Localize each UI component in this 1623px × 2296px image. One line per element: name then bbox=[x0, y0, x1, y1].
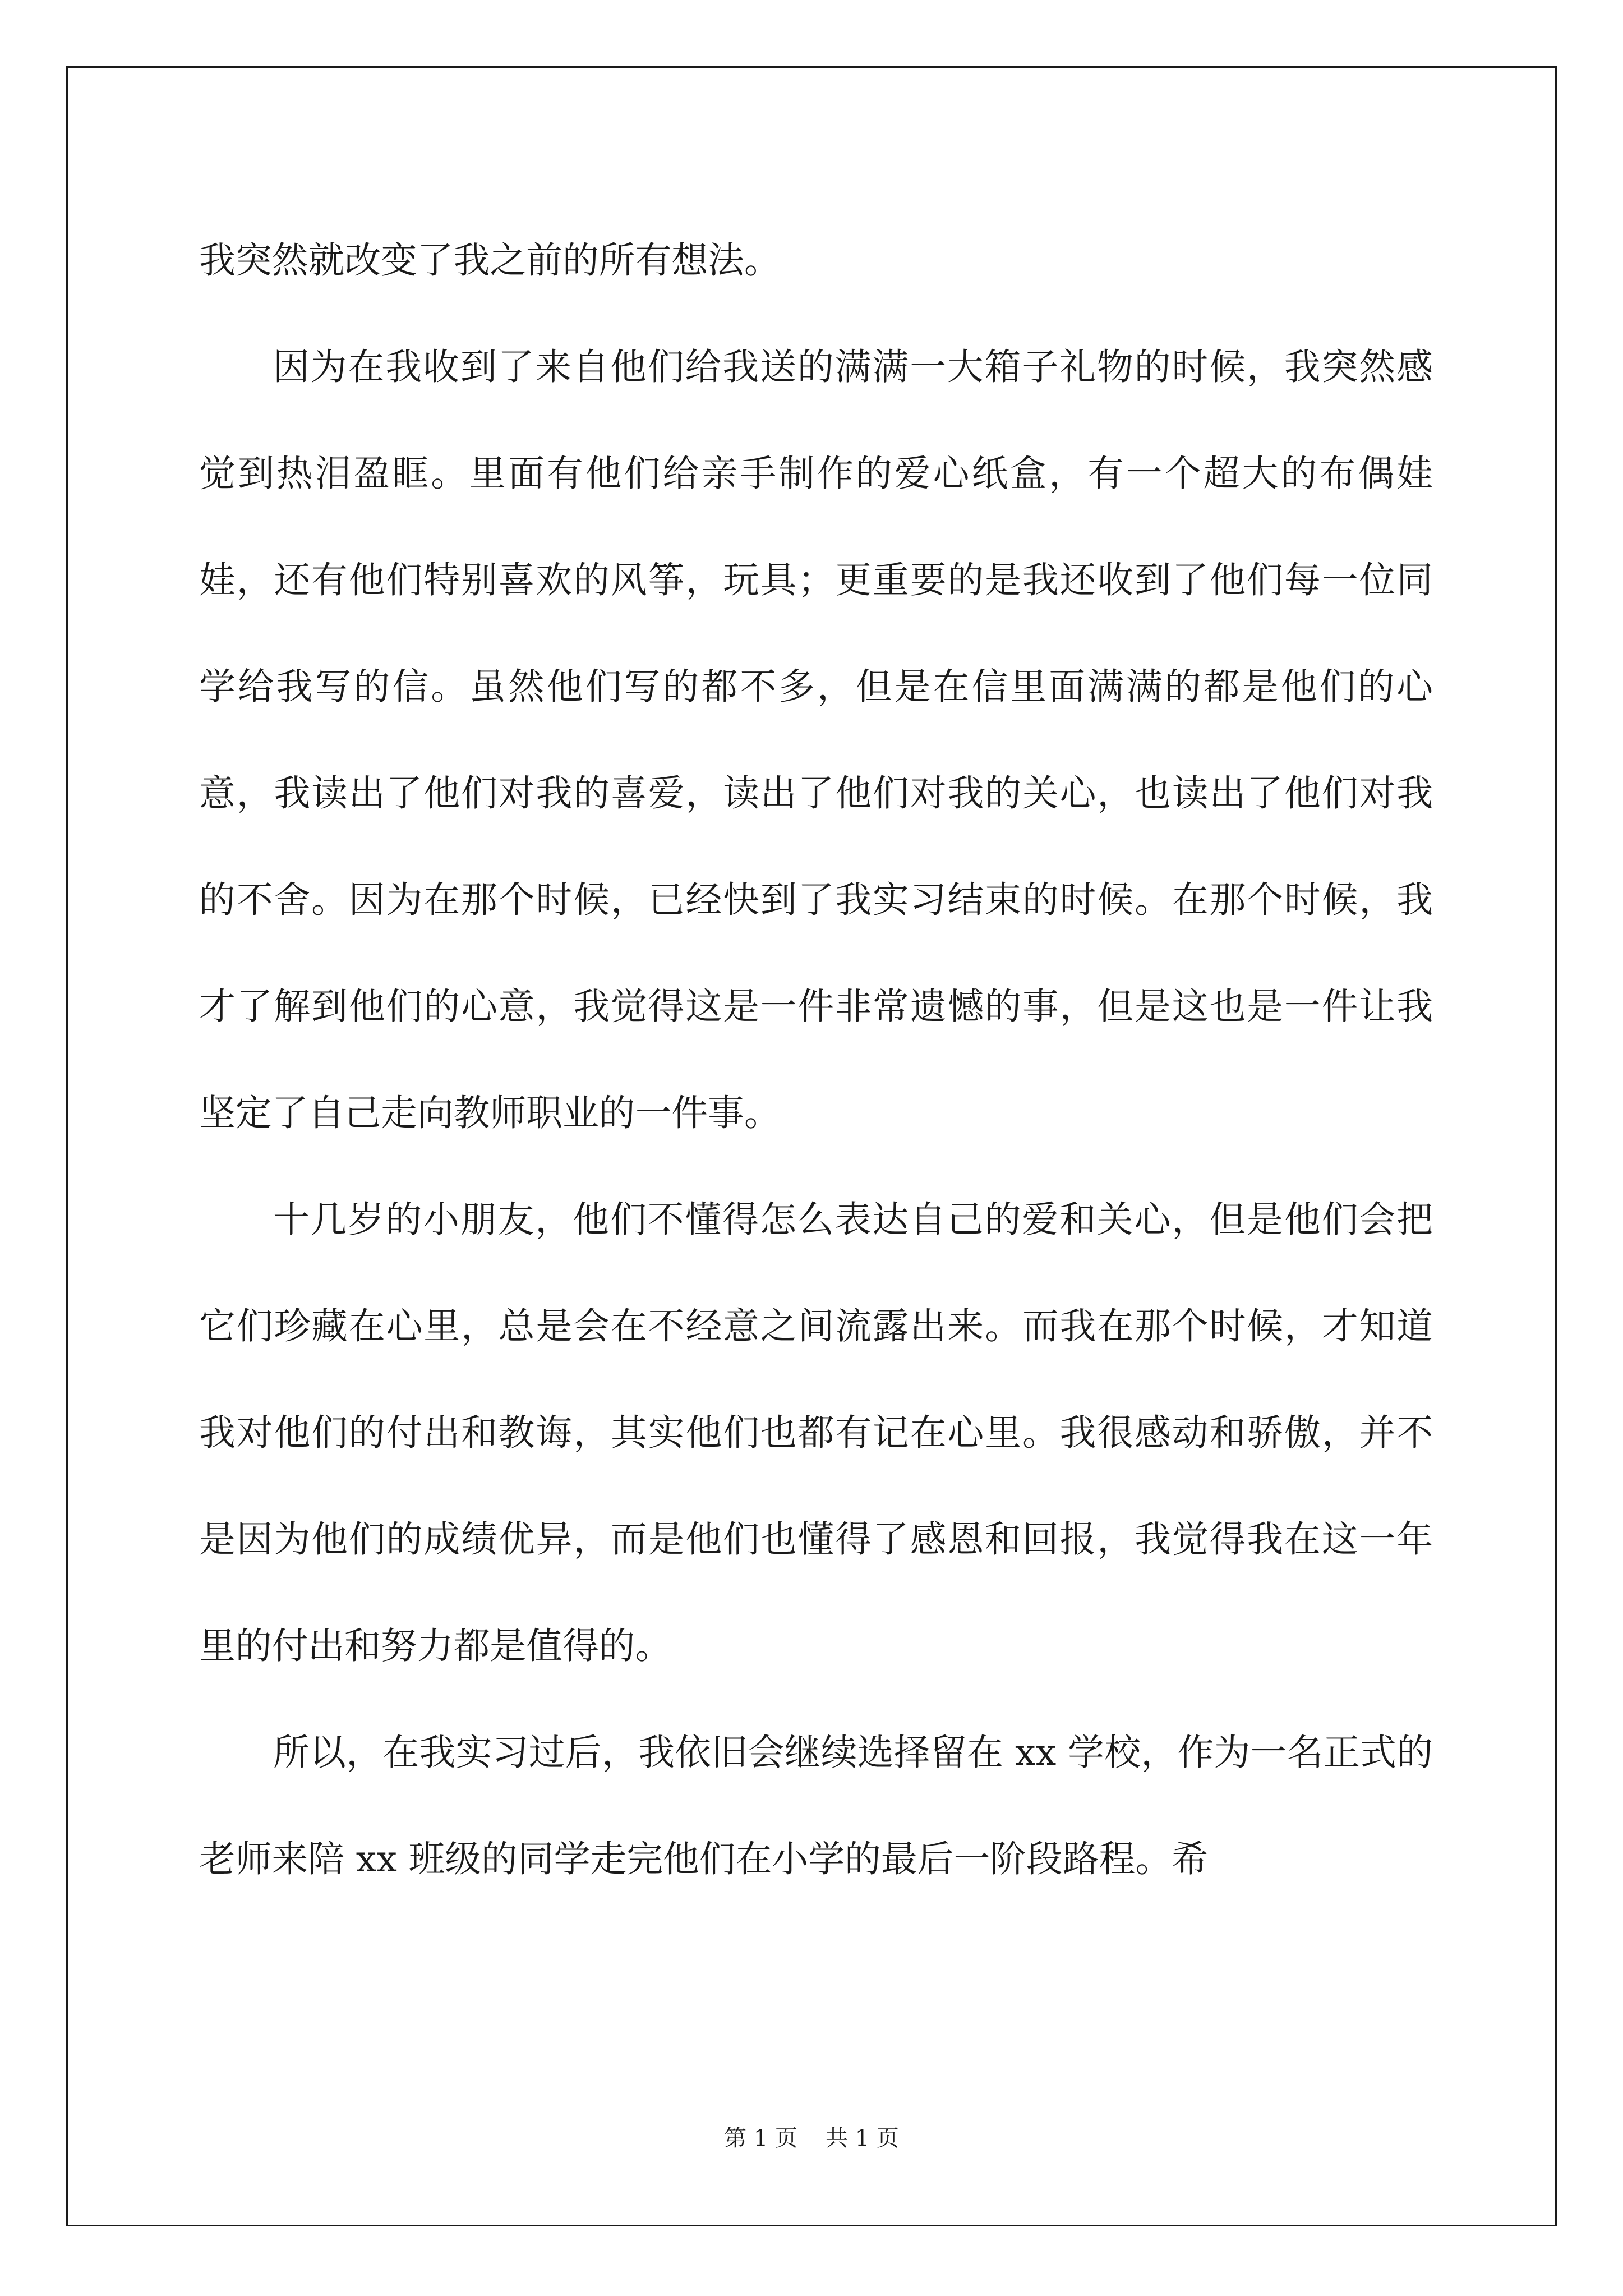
paragraph-3: 十几岁的小朋友，他们不懂得怎么表达自己的爱和关心，但是他们会把它们珍藏在心里，总是会在不经意之间流露出来。而我在那个时候，才知道我对他们的付出和教诲，其实他们也都有记在心里。我很感动和骄傲，并不是因为他们的成绩优异，而是他们也懂得了感恩和回报，我觉得我在这一年里的付出和努力都是值得的。 bbox=[199, 1199, 1433, 1667]
page-footer bbox=[0, 2124, 1623, 2152]
page-number: 第 1 页 bbox=[724, 2125, 797, 2151]
page-total: 共 1 页 bbox=[826, 2125, 899, 2151]
paragraph-2: 因为在我收到了来自他们给我送的满满一大箱子礼物的时候，我突然感觉到热泪盈眶。里面有他们给亲手制作的爱心纸盒，有一个超大的布偶娃娃，还有他们特别喜欢的风筝，玩具；更重要的是我还收到了他们每一位同学给我写的信。虽然他们写的都不多，但是在信里面满满的都是他们的心意，我读出了他们对我的喜爱，读出了他们对我的关心，也读出了他们对我的不舍。因为在那个时候，已经快到了我实习结束的时候。在那个时候，我才了解到他们的心意，我觉得这是一件非常遗憾的事，但是这也是一件让我坚定了自己走向教师职业的一件事。 bbox=[199, 346, 1433, 1134]
paragraph-1: 我突然就改变了我之前的所有想法。 bbox=[199, 240, 781, 282]
paragraph-4: 所以，在我实习过后，我依旧会继续选择留在 xx 学校，作为一名正式的老师来陪 xx 班级的同学走完他们在小学的最后一阶段路程。希 bbox=[199, 1732, 1433, 1880]
document-body bbox=[199, 208, 1433, 1913]
